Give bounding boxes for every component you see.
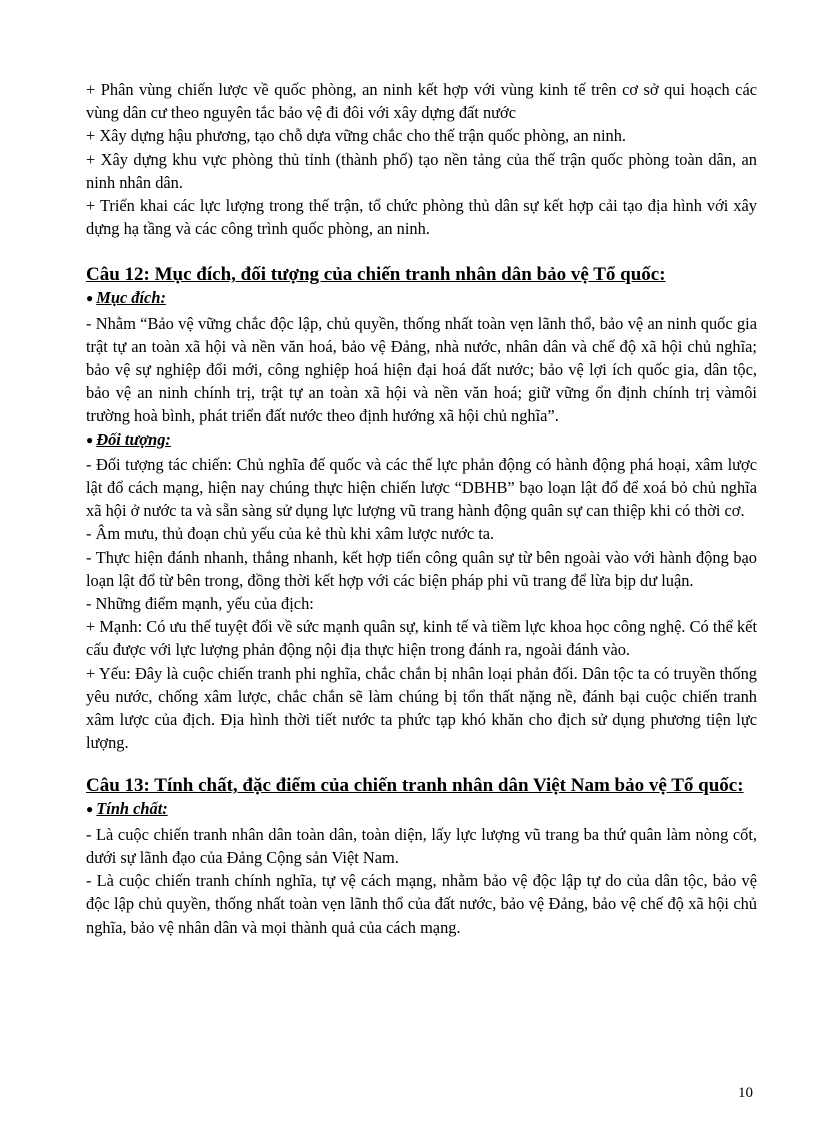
page-number: 10 bbox=[738, 1085, 753, 1101]
subheading-tinh-chat bbox=[86, 797, 757, 822]
bullet-icon: ● bbox=[86, 291, 94, 306]
section-heading-cau-12: Câu 12: Mục đích, đối tượng của chiến tranh nhân dân bảo vệ Tổ quốc: bbox=[86, 264, 666, 286]
subheading-label: Mục đích: bbox=[96, 288, 166, 308]
paragraph: - Những điểm mạnh, yếu của địch: bbox=[86, 594, 314, 614]
paragraph: + Xây dựng khu vực phòng thủ tỉnh (thành phố) tạo nền tảng của thế trận quốc phòng toàn dân, an ninh nhân dân. bbox=[86, 149, 757, 192]
subheading-label: Đối tượng: bbox=[96, 429, 171, 449]
section-heading-cau-13: Câu 13: Tính chất, đặc điểm của chiến tranh nhân dân Việt Nam bảo vệ Tổ quốc: bbox=[86, 775, 744, 797]
paragraph: + Xây dựng hậu phương, tạo chỗ dựa vững chắc cho thế trận quốc phòng, an ninh. bbox=[86, 126, 627, 146]
paragraph: + Yếu: Đây là cuộc chiến tranh phi nghĩa, chắc chắn bị nhân loại phản đối. Dân tộc ta có truyền thống yêu nước, chống xâm lược, chắc chắn sẽ làm chúng bị tổn thất nặng nề, đánh bại cuộc chiến tranh xâm lược của địch. Địa hình thời tiết nước ta phức tạp khó khăn cho địch sử dụng phương tiện lực lượng. bbox=[86, 663, 757, 753]
paragraph: - Là cuộc chiến tranh chính nghĩa, tự vệ cách mạng, nhằm bảo vệ độc lập tự do của dân tộc, bảo vệ độc lập chủ quyền, thống nhất toàn vẹn lãnh thổ của đất nước, bảo vệ Đảng, bảo vệ chế độ xã hội chủ nghĩa, bảo vệ nhân dân và mọi thành quả của cách mạng. bbox=[86, 871, 757, 937]
paragraph: + Mạnh: Có ưu thế tuyệt đối về sức mạnh quân sự, kinh tế và tiềm lực khoa học công nghệ. Có thể kết cấu được với lực lượng phản động nội địa thực hiện trong đánh ra, ngoài đánh vào. bbox=[86, 617, 757, 660]
paragraph: + Triển khai các lực lượng trong thế trận, tổ chức phòng thủ dân sự kết hợp cải tạo địa hình với xây dựng hạ tầng và các công trình quốc phòng, an ninh. bbox=[86, 196, 757, 239]
page-content bbox=[86, 78, 757, 939]
bullet-icon: ● bbox=[86, 432, 94, 447]
paragraph: + Phân vùng chiến lược về quốc phòng, an ninh kết hợp với vùng kinh tế trên cơ sở qui hoạch các vùng dân cư theo nguyên tắc bảo vệ đi đôi với xây dựng đất nước bbox=[86, 80, 757, 123]
paragraph: - Đối tượng tác chiến: Chủ nghĩa đế quốc và các thế lực phản động có hành động phá hoại, xâm lược lật đổ cách mạng, hiện nay chúng thực hiện chiến lược “DBHB” bạo loạn lật đổ để xoá bỏ chủ nghĩa xã hội ở nước ta và sẵn sàng sử dụng lực lượng vũ trang hành động quân sự can thiệp khi có thời cơ. bbox=[86, 454, 757, 521]
subheading-doi-tuong bbox=[86, 428, 757, 453]
paragraph: - Là cuộc chiến tranh nhân dân toàn dân, toàn diện, lấy lực lượng vũ trang ba thứ quân làm nòng cốt, dưới sự lãnh đạo của Đảng Cộng sản Việt Nam. bbox=[86, 824, 757, 867]
paragraph: - Thực hiện đánh nhanh, thắng nhanh, kết hợp tiến công quân sự từ bên ngoài vào với hành động bạo loạn lật đổ từ bên trong, đồng thời kết hợp với các biện pháp phi vũ trang để lừa bịp dư luận. bbox=[86, 547, 757, 590]
subheading-label: Tính chất: bbox=[96, 799, 168, 819]
paragraph: - Âm mưu, thủ đoạn chủ yếu của kẻ thù khi xâm lược nước ta. bbox=[86, 524, 495, 544]
paragraph: - Nhằm “Bảo vệ vững chắc độc lập, chủ quyền, thống nhất toàn vẹn lãnh thổ, bảo vệ an ninh quốc gia trật tự an toàn xã hội và nền văn hoá, bảo vệ Đảng, nhà nước, nhân dân và chế độ xã hội chủ nghĩa; bảo vệ sự nghiệp đổi mới, công nghiệp hoá hiện đại hoá đất nước; bảo vệ lợi ích quốc gia, dân tộc, bảo vệ an ninh chính trị, trật tự an toàn xã hội và nền văn hoá; giữ vững ổn định chính trị vàmôi trường hoà bình, phát triển đất nước theo định hướng xã hội chủ nghĩa”. bbox=[86, 313, 757, 426]
subheading-muc-dich bbox=[86, 286, 757, 311]
bullet-icon: ● bbox=[86, 802, 94, 817]
